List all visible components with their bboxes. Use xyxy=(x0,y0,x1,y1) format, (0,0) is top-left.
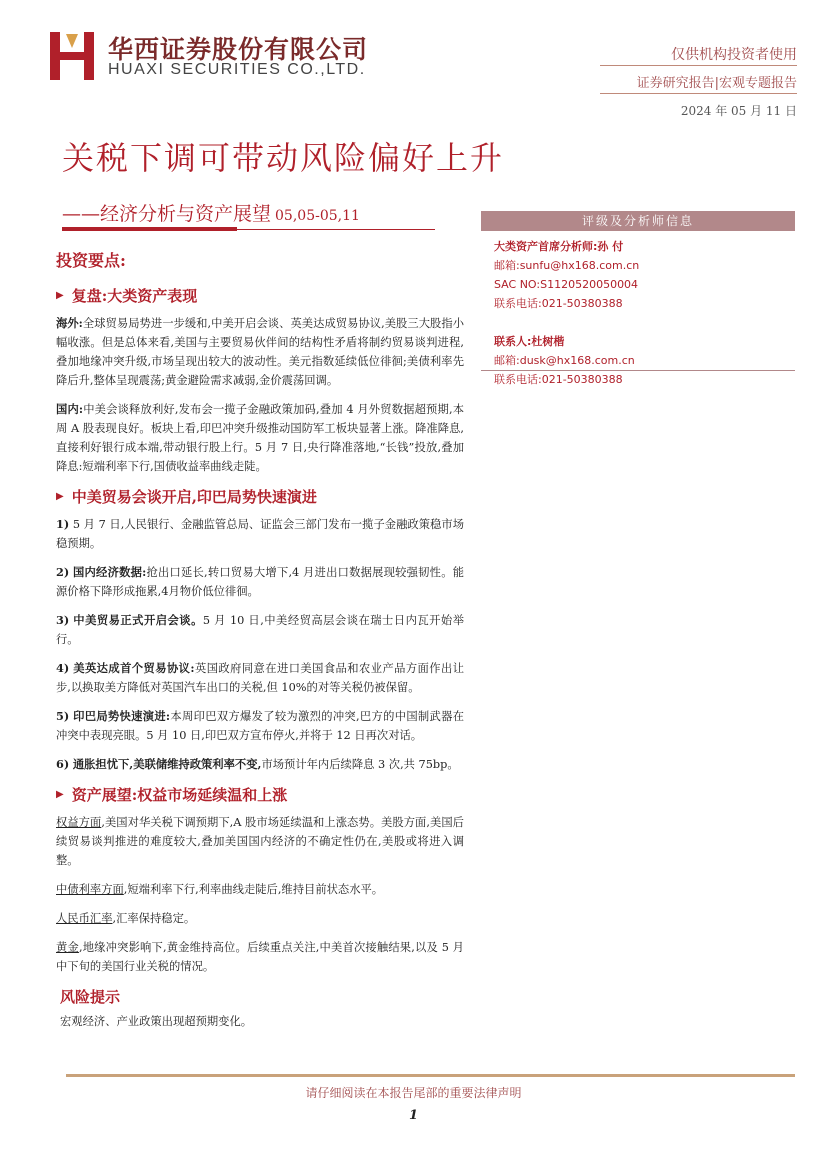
trade-item-number: 1) xyxy=(56,517,70,531)
trade-item xyxy=(56,611,464,649)
report-category: 证券研究报告|宏观专题报告 xyxy=(636,76,797,91)
audience-label: 仅供机构投资者使用 xyxy=(671,47,797,63)
report-date: 2024 年 05 月 11 日 xyxy=(680,104,797,118)
trade-item xyxy=(56,659,464,697)
contact-title-row xyxy=(494,332,782,351)
overseas-text: 全球贸易局势进一步缓和,中美开启会谈、英美达成贸易协议,美股三大股指小幅收涨。但是总体来看,美国与主要贸易伙伴间的结构性矛盾将制约贸易谈判进程,叠加地缘冲突升级,市场呈现出较大的波动性。美元指数延续低位徘徊;美债利率先降后升,整体呈现震荡;黄金避险需求减弱,金价震荡回调。 xyxy=(56,317,465,387)
contact-title: 联系人: xyxy=(494,335,532,348)
analyst-name: 孙 付 xyxy=(597,240,624,253)
footer-divider xyxy=(66,1074,795,1077)
analyst-title: 大类资产首席分析师: xyxy=(494,240,598,253)
risk-text: 宏观经济、产业政策出现超预期变化。 xyxy=(60,1015,253,1028)
trade-item-number: 5) xyxy=(56,709,70,723)
analyst-info-panel xyxy=(481,211,795,395)
outlook-item-text: ,美国对华关税下调预期下,A 股市场延续温和上涨态势。美股方面,美国后续贸易谈判推进的难度较大,叠加美国国内经济的不确定性仍在,美股或将进入调整。 xyxy=(56,816,464,867)
outlook-item xyxy=(56,880,464,899)
trade-item-text: 市场预计年内后续降息 3 次,共 75bp。 xyxy=(261,758,459,771)
section-heading-text: 中美贸易会谈开启,印巴局势快速演进 xyxy=(71,488,317,506)
trade-item-bold: 印巴局势快速演进: xyxy=(73,709,171,723)
report-title: 关税下调可带动风险偏好上升 xyxy=(62,139,505,177)
trade-item-number: 3) xyxy=(56,613,70,627)
huaxi-logo-icon xyxy=(48,30,96,82)
risk-heading: 风险提示 xyxy=(60,988,121,1006)
company-logo xyxy=(48,28,378,84)
outlook-item-label: 人民币汇率 xyxy=(56,912,113,925)
contact-name: 杜树楷 xyxy=(531,335,565,348)
legal-disclaimer: 请仔细阅读在本报告尾部的重要法律声明 xyxy=(305,1086,522,1100)
analyst-info-heading: 评级及分析师信息 xyxy=(481,211,795,231)
title-underline xyxy=(62,227,237,231)
header-divider xyxy=(600,93,797,94)
outlook-item-text: ,汇率保持稳定。 xyxy=(112,912,196,925)
trade-item-text: 抢出口延长,转口贸易大增下,4 月进出口数据展现较强韧性。能源价格下降形成拖累,4月物价低位徘徊。 xyxy=(56,566,465,598)
outlook-item xyxy=(56,909,464,928)
trade-item-bold: 美英达成首个贸易协议: xyxy=(73,661,195,675)
company-name-cn: 华西证券股份有限公司 xyxy=(108,35,369,64)
trade-item-text: 本周印巴双方爆发了较为激烈的冲突,巴方的中国制武器在冲突中表现亮眼。5 月 10 日,印巴双方宣布停火,并将于 12 日再次对话。 xyxy=(56,710,465,742)
trade-item-bold: 通胀担忧下,美联储维持政策利率不变, xyxy=(72,757,262,771)
outlook-item-label: 权益方面 xyxy=(56,816,102,829)
main-content xyxy=(56,248,464,1029)
subtitle-text: ——经济分析与资产展望 xyxy=(62,203,272,225)
trade-item-text: 英国政府同意在进口美国食品和农业产品方面作出让步,以换取美方降低对英国汽车出口的关税,但 10%的对等关税仍被保留。 xyxy=(56,662,465,694)
triangle-right-icon: ▶ xyxy=(56,290,64,301)
section-heading-outlook xyxy=(56,784,464,805)
analyst-phone: 联系电话:021-50380388 xyxy=(494,297,623,310)
outlook-item-text: ,短端利率下行,利率曲线走陡后,维持目前状态水平。 xyxy=(123,883,384,896)
sidebar-divider xyxy=(481,370,795,371)
trade-item xyxy=(56,755,464,774)
domestic-label: 国内: xyxy=(56,402,84,416)
trade-item-bold: 中美贸易正式开启会谈。 xyxy=(73,613,203,627)
report-subtitle xyxy=(62,199,360,226)
header-divider xyxy=(600,65,797,66)
key-points-heading: 投资要点: xyxy=(56,251,126,270)
overseas-paragraph xyxy=(56,314,464,390)
trade-item-text: 5 月 10 日,中美经贸高层会谈在瑞士日内瓦开始举行。 xyxy=(56,614,464,646)
outlook-item-label: 中债利率方面 xyxy=(56,883,124,896)
domestic-text: 中美会谈释放利好,发布会一揽子金融政策加码,叠加 4 月外贸数据超预期,本周 A 股表现良好。板块上看,印巴冲突升级推动国防军工板块显著上涨。降准降息,直接利好银行成本端,带动银行股上行。5 月 7 日,央行降准落地,“长钱”投放,叠加降息:短端利率下行,国债收益率曲线走陡。 xyxy=(56,403,464,473)
subtitle-range: 05,05-05,11 xyxy=(275,208,360,224)
trade-item-number: 2) xyxy=(56,565,70,579)
trade-item xyxy=(56,515,464,553)
section-heading-text: 复盘:大类资产表现 xyxy=(71,287,198,305)
analyst-sac: SAC NO:S1120520050004 xyxy=(494,278,639,291)
triangle-right-icon: ▶ xyxy=(56,789,64,800)
contact-phone: 联系电话:021-50380388 xyxy=(494,373,623,386)
company-name-en: HUAXI SECURITIES CO.,LTD. xyxy=(108,61,366,78)
section-heading-review xyxy=(56,285,464,306)
triangle-right-icon: ▶ xyxy=(56,491,64,502)
domestic-paragraph xyxy=(56,400,464,476)
trade-item-text: 5 月 7 日,人民银行、金融监管总局、证监会三部门发布一揽子金融政策稳市场稳预期。 xyxy=(56,518,464,550)
trade-item xyxy=(56,563,464,601)
trade-item xyxy=(56,707,464,745)
outlook-item-text: ,地缘冲突影响下,黄金维持高位。后续重点关注,中美首次接触结果,以及 5 月中下旬的美国行业关税的情况。 xyxy=(56,941,464,973)
trade-item-number: 4) xyxy=(56,661,70,675)
analyst-title-row xyxy=(494,237,782,256)
trade-item-number: 6) xyxy=(56,757,70,771)
section-heading-trade xyxy=(56,486,464,507)
title-underline-thin xyxy=(237,229,435,230)
outlook-item xyxy=(56,813,464,870)
outlook-item-label: 黄金 xyxy=(56,941,79,954)
analyst-email: 邮箱:sunfu@hx168.com.cn xyxy=(494,259,640,272)
section-heading-text: 资产展望:权益市场延续温和上涨 xyxy=(71,786,288,804)
page-number: 1 xyxy=(408,1108,419,1123)
outlook-item xyxy=(56,938,464,976)
contact-email: 邮箱:dusk@hx168.com.cn xyxy=(494,354,635,367)
trade-item-bold: 国内经济数据: xyxy=(73,565,147,579)
overseas-label: 海外: xyxy=(56,316,83,330)
